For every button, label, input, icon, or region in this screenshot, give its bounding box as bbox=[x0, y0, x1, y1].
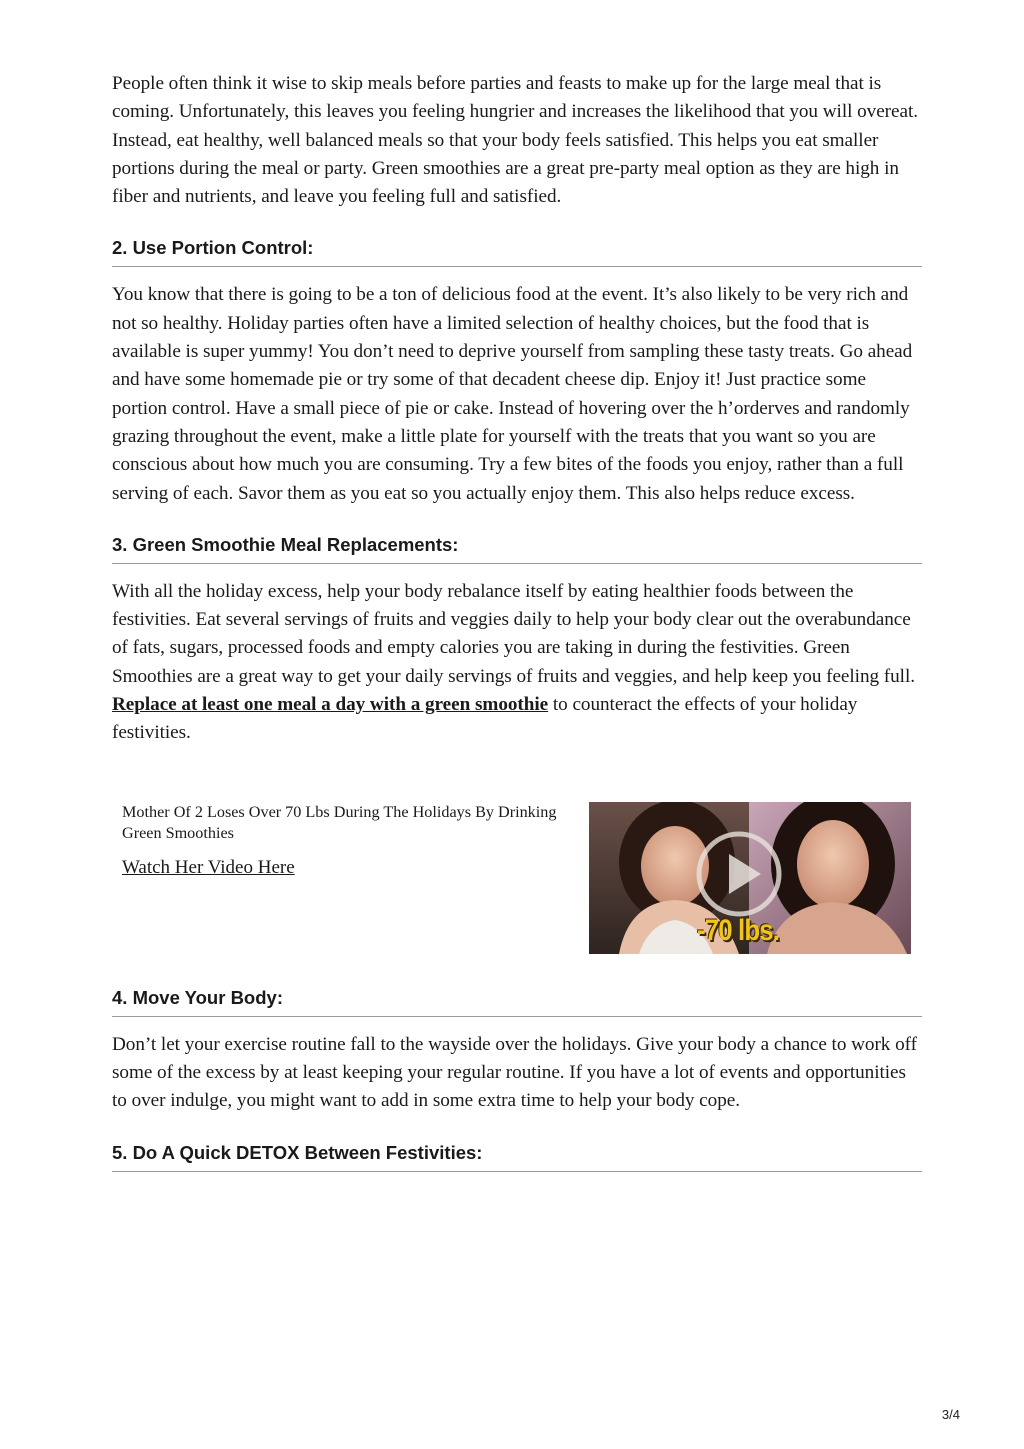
heading-portion-control: 2. Use Portion Control: bbox=[112, 237, 922, 267]
page-number: 3/4 bbox=[941, 1407, 960, 1422]
heading-green-smoothie: 3. Green Smoothie Meal Replacements: bbox=[112, 534, 922, 564]
video-thumbnail[interactable] bbox=[589, 802, 911, 954]
paragraph-move-body: Don’t let your exercise routine fall to the wayside over the holidays. Give your body a chance to work off some of the excess by at least keeping your regular routine. If you have a lot of events and opportunities to over indulge, you might want to add in some extra time to help your body cope. bbox=[112, 1033, 917, 1112]
paragraph-green-smoothie-start: With all the holiday excess, help your body rebalance itself by eating healthier foods between the festivities. Eat several servings of fruits and veggies daily to help your body clear out the overabundance of fats, sugars, processed foods and empty calories you are taking in during the festivities. Green Smoothies are a great way to get your daily servings of fruits and veggies, and help keep you feeling full. bbox=[112, 580, 915, 687]
article-content bbox=[112, 70, 922, 1172]
heading-detox: 5. Do A Quick DETOX Between Festivities: bbox=[112, 1142, 922, 1172]
weight-loss-label: -70 lbs. bbox=[697, 913, 780, 947]
intro-paragraph: People often think it wise to skip meals before parties and feasts to make up for the large meal that is coming. Unfortunately, this leaves you feeling hungrier and increases the likelihood that you will overeat. Instead, eat healthy, well balanced meals so that your body feels satisfied. This helps you eat smaller portions during the meal or party. Green smoothies are a great pre-party meal option as they are high in fiber and nutrients, and leave you feeling full and satisfied. bbox=[112, 73, 918, 208]
video-promo bbox=[112, 802, 922, 967]
heading-move-body: 4. Move Your Body: bbox=[112, 987, 922, 1017]
paragraph-green-smoothie bbox=[112, 578, 922, 748]
replace-meal-link[interactable]: Replace at least one meal a day with a green smoothie bbox=[112, 694, 549, 716]
watch-video-link[interactable]: Watch Her Video Here bbox=[122, 856, 295, 878]
paragraph-green-smoothie-end: to counteract the effects of your holiday festivities. bbox=[112, 694, 858, 744]
paragraph-portion-control: You know that there is going to be a ton of delicious food at the event. It’s also likely to be very rich and not so healthy. Holiday parties often have a limited selection of healthy choices, but the food that is available is super yummy! You don’t need to deprive yourself from sampling these tasty treats. Go ahead and have some homemade pie or try some of that decadent cheese dip. Enjoy it! Just practice some portion control. Have a small piece of pie or cake. Instead of hovering over the h’orderves and randomly grazing throughout the event, make a little plate for yourself with the treats that you want so you are conscious about how much you are consuming. Try a few bites of the foods you enjoy, rather than a full serving of each. Savor them as you eat so you actually enjoy them. This also helps reduce excess. bbox=[112, 284, 913, 504]
promo-caption: Mother Of 2 Loses Over 70 Lbs During The Holidays By Drinking Green Smoothies bbox=[122, 802, 557, 842]
